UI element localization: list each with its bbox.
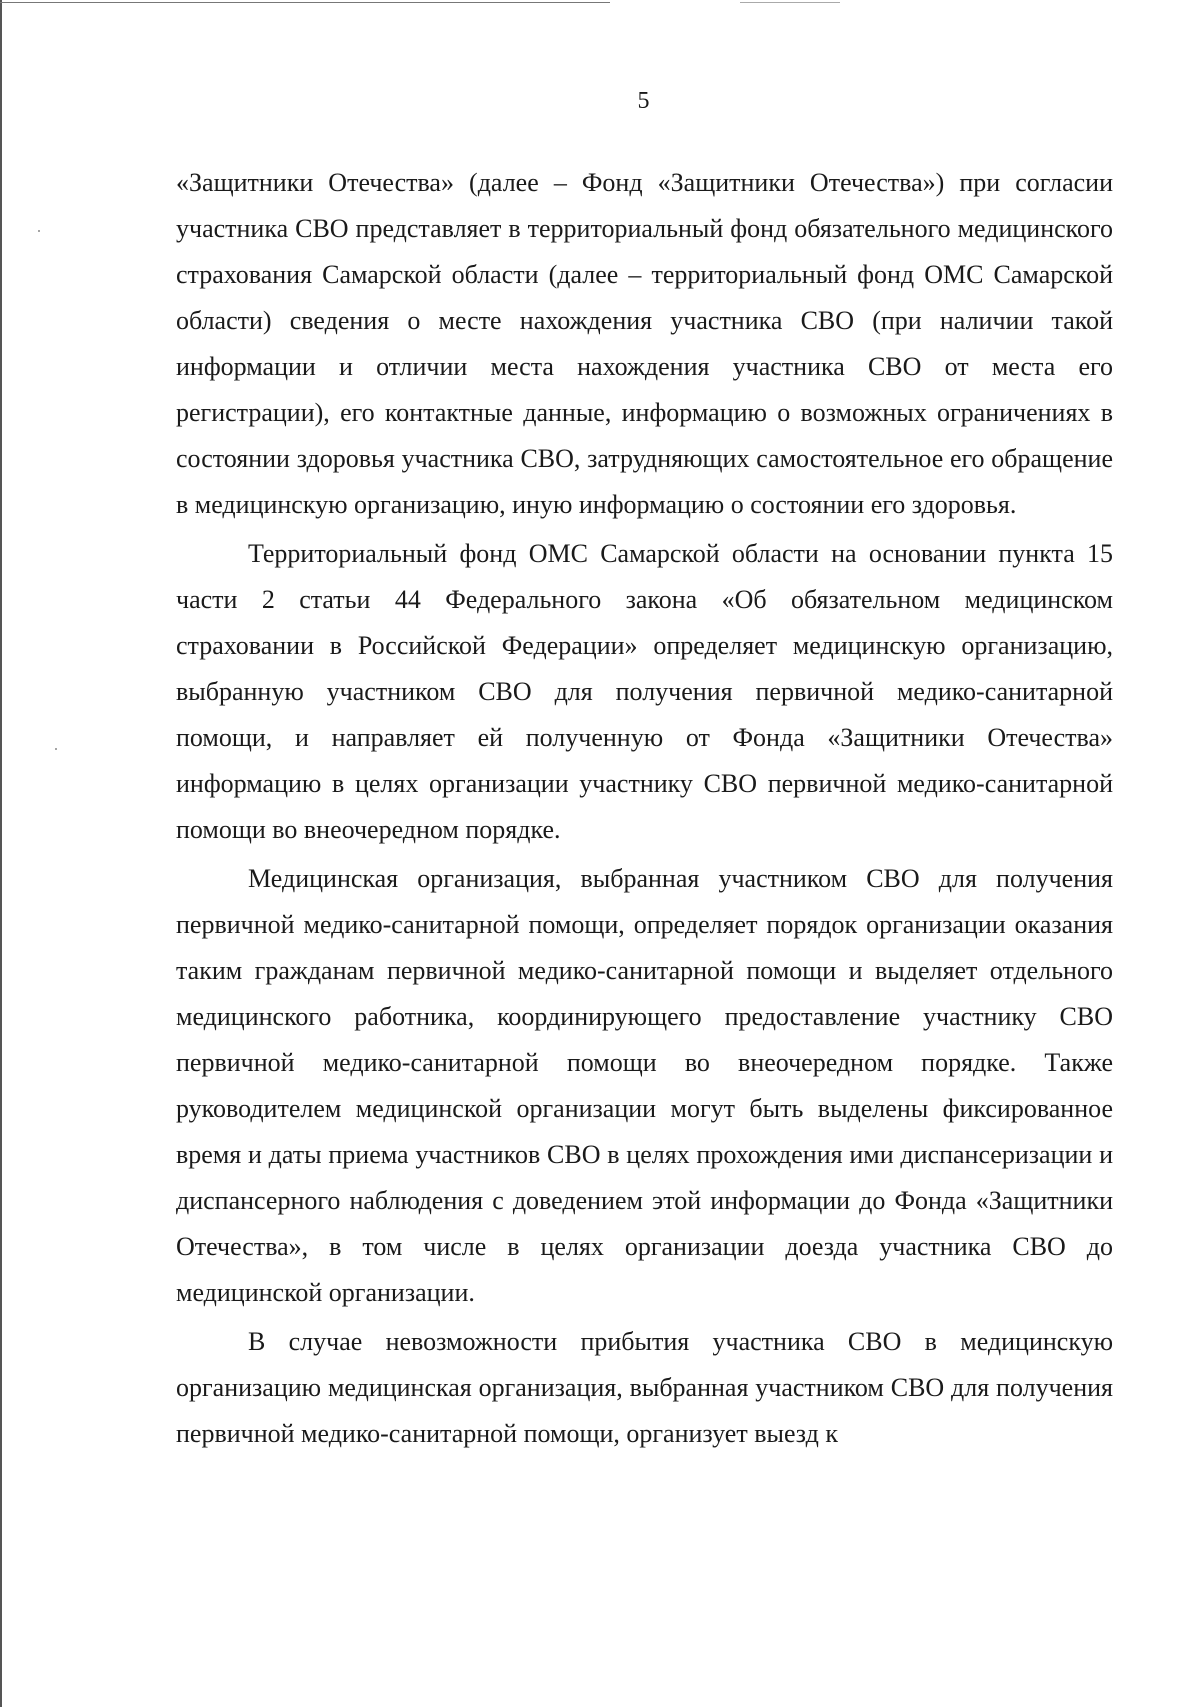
scan-top-line [0, 2, 610, 3]
document-body [176, 160, 1113, 1460]
scan-left-edge [0, 0, 2, 1707]
paragraph-home-visit: В случае невозможности прибытия участника СВО в медицинскую организацию медицинская организация, выбранная участником СВО для получения первичной медико-санитарной помощи, организует выезд к [176, 1327, 1113, 1448]
page-number: 5 [637, 88, 650, 114]
paragraph-territorial-fund: Территориальный фонд ОМС Самарской области на основании пункта 15 части 2 статьи 44 Федерального закона «Об обязательном медицинском страховании в Российской Федерации» определяет медицинскую организацию, выбранную участником СВО для получения первичной медико-санитарной помощи, и направляет ей полученную от Фонда «Защитники Отечества» информацию в целях организации участнику СВО первичной медико-санитарной помощи во внеочередном порядке. [176, 539, 1113, 844]
paragraph-medical-organization: Медицинская организация, выбранная участником СВО для получения первичной медико-санитарной помощи, определяет порядок организации оказания таким гражданам первичной медико-санитарной помощи и выделяет отдельного медицинского работника, координирующего предоставление участнику СВО первичной медико-санитарной помощи во внеочередном порядке. Также руководителем медицинской организации могут быть выделены фиксированное время и даты приема участников СВО в целях прохождения ими диспансеризации и диспансерного наблюдения с доведением этой информации до Фонда «Защитники Отечества», в том числе в целях организации доезда участника СВО до медицинской организации. [176, 864, 1113, 1307]
scan-speck [38, 230, 40, 232]
scan-top-line-fragment [740, 2, 840, 3]
paragraph-continuation: «Защитники Отечества» (далее – Фонд «Защитники Отечества») при согласии участника СВО представляет в территориальный фонд обязательного медицинского страхования Самарской области (далее – территориальный фонд ОМС Самарской области) сведения о месте нахождения участника СВО (при наличии такой информации и отличии места нахождения участника СВО от места его регистрации), его контактные данные, информацию о возможных ограничениях в состоянии здоровья участника СВО, затрудняющих самостоятельное его обращение в медицинскую организацию, иную информацию о состоянии его здоровья. [176, 168, 1113, 519]
scan-speck [55, 748, 57, 750]
